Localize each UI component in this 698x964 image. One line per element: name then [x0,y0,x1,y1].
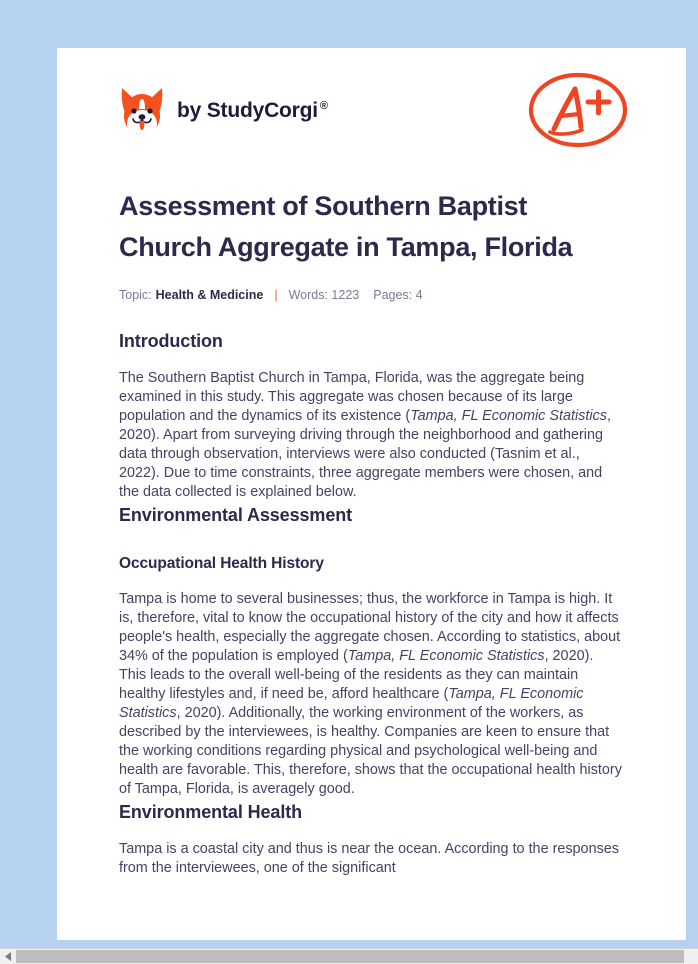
scrollbar-thumb[interactable] [16,950,684,963]
brand-header [119,48,624,156]
brand-logo-group[interactable] [119,85,328,135]
registered-trademark-icon: ® [319,99,328,112]
document-meta [119,288,624,302]
page-title: Assessment of Southern Baptist Church Aggregate in Tampa, Florida [119,191,573,262]
page-count: Pages: 4 [373,288,423,302]
section-heading-introduction: Introduction [119,331,223,351]
document-page-sheet [57,48,686,940]
word-count: Words: 1223 [288,288,360,302]
section-heading-occupational-health-history: Occupational Health History [119,554,324,572]
topic-label: Topic: [119,288,152,302]
corgi-logo-icon [119,85,165,135]
paragraph-text: The Southern Baptist Church in Tampa, Florida, was the aggregate being examined in this study. This aggregate was chosen because of its large population and the dynamics of its existence (Tampa, FL Economic Statistics, 2020). Apart from surveying driving through the neighborhood and gathering data through observation, interviews were also conducted (Tasnim et al., 2022). Due to time constraints, three aggregate members were chosen, and the data collected is explained below. [119,370,611,501]
paragraph-text: Tampa is a coastal city and thus is near the ocean. According to the responses from the interviewees, one of the significant [119,841,619,877]
chevron-left-icon [5,952,12,961]
paragraph-introduction [119,369,624,502]
paragraph-text: Tampa is home to several businesses; thus, the workforce in Tampa is high. It is, therefore, vital to know the occupational history of the city and how it affects people's health, especially the aggregate chosen. According to statistics, about 34% of the population is employed (Tampa, FL Economic Statistics, 2020). This leads to the overall well-being of the residents as they can maintain healthy lifestyles and, if need be, afford healthcare (Tampa, FL Economic Statistics, 2020). Additionally, the working environment of the workers, as described by the interviewees, is healthy. Companies are keen to ensure that the working conditions regarding physical and psychological well-being and health are favorable. This, therefore, shows that the occupational health history of Tampa, Florida, is averagely good. [119,590,622,797]
brand-name-text: by StudyCorgi [177,98,318,122]
scrollbar-track[interactable] [16,949,698,964]
meta-separator: | [274,288,278,302]
document-content-area [57,48,686,878]
a-plus-grade-badge-icon [526,69,630,151]
paragraph-occupational-health-history [119,590,624,799]
section-heading-environmental-assessment: Environmental Assessment [119,505,353,526]
brand-wordmark [177,100,328,121]
scroll-left-button[interactable] [0,949,16,964]
paragraph-environmental-health [119,840,624,878]
horizontal-scrollbar[interactable] [0,948,698,964]
section-heading-environmental-health: Environmental Health [119,801,303,822]
topic-value[interactable]: Health & Medicine [155,288,264,302]
